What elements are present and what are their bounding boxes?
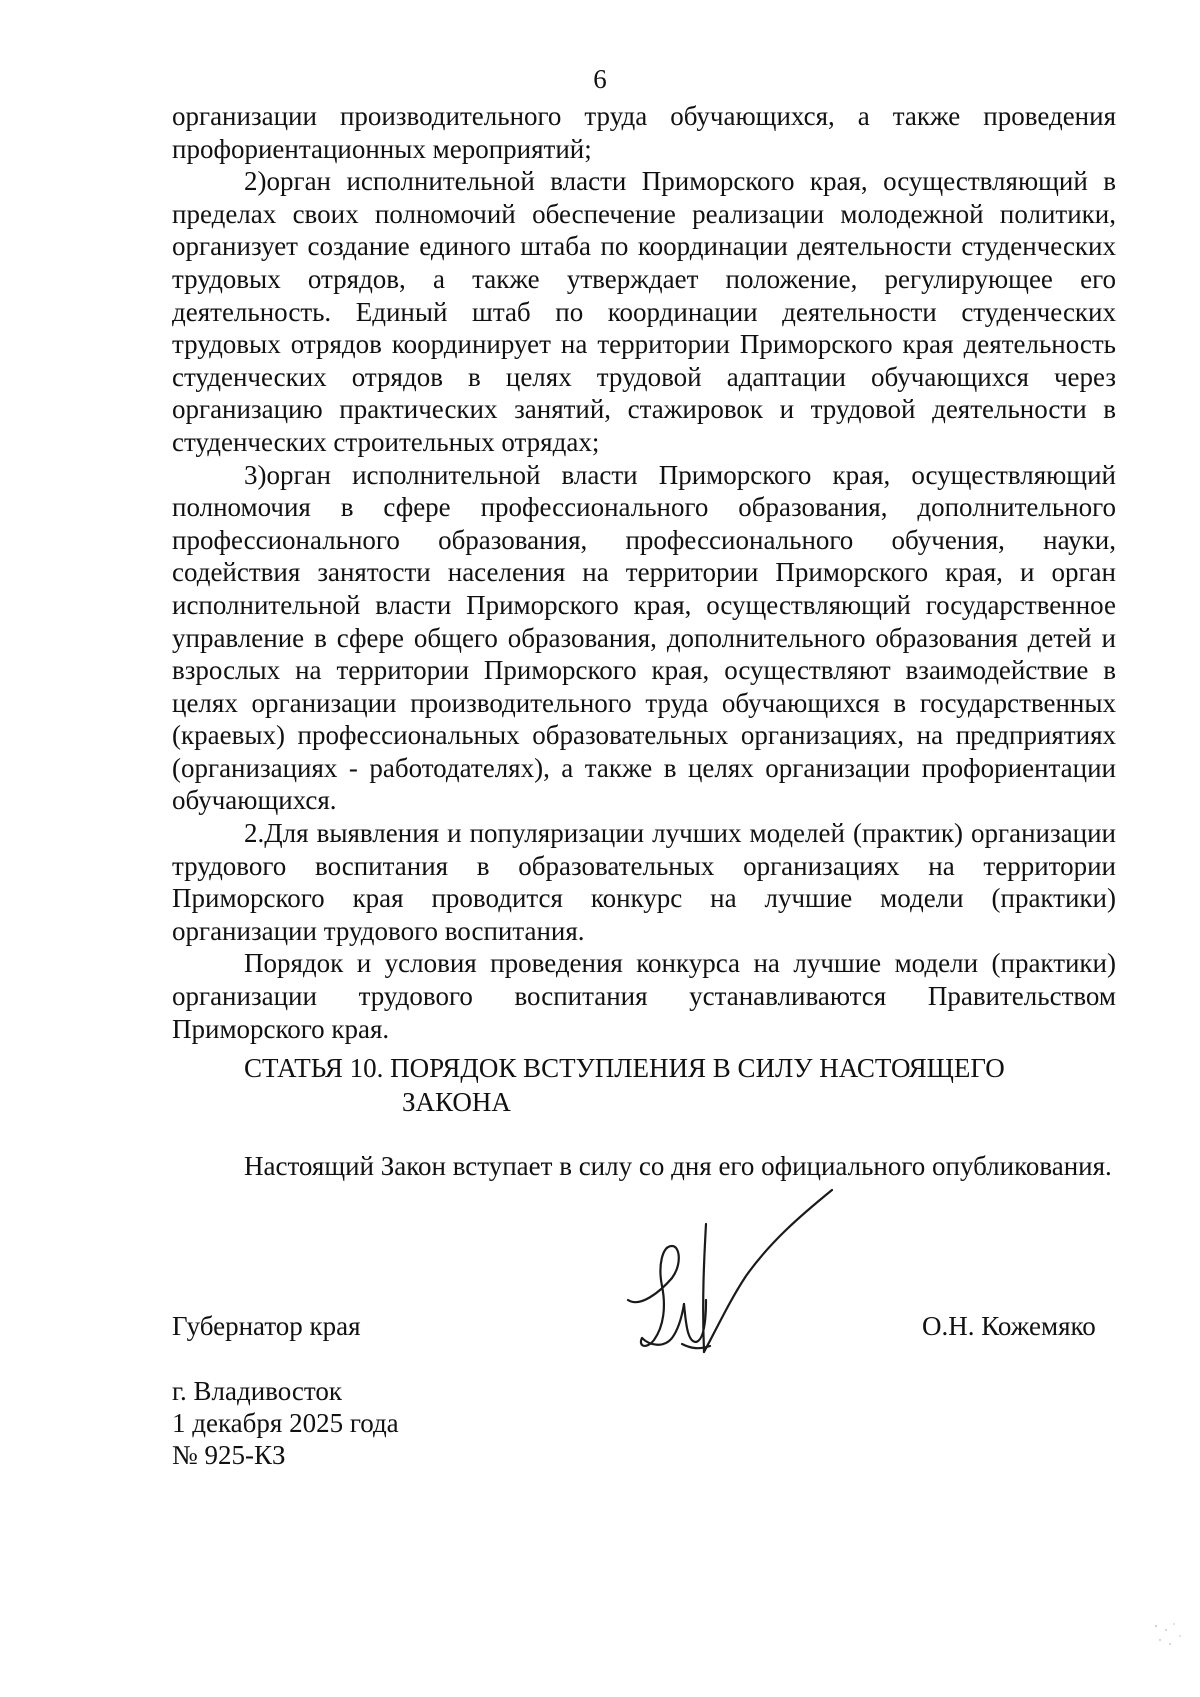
body-text — [172, 100, 1116, 1045]
handwritten-signature — [620, 1180, 920, 1410]
place-date-block — [172, 1375, 399, 1471]
article-heading-line1: СТАТЬЯ 10. ПОРЯДОК ВСТУПЛЕНИЯ В СИЛУ НАСТОЯЩЕГО — [244, 1053, 1005, 1083]
article-text — [172, 1150, 1116, 1183]
article-heading-line2: ЗАКОНА — [402, 1087, 511, 1117]
law-number: № 925-КЗ — [172, 1440, 286, 1470]
article-heading — [244, 1051, 1084, 1119]
city: г. Владивосток — [172, 1376, 342, 1406]
paragraph-section-2: 2.Для выявления и популяризации лучших моделей (практик) организации трудового воспитания в образовательных организациях на территории Приморского края проводится конкурс на лучшие модели (практики) организации трудового воспитания. — [172, 818, 1116, 946]
page-number: 6 — [593, 64, 607, 94]
paragraph-continuation: организации производительного труда обучающихся, а также проведения профориентационных мероприятий; — [172, 101, 1116, 164]
scan-specks — [1150, 1620, 1190, 1650]
paragraph-contest-procedure: Порядок и условия проведения конкурса на лучшие модели (практики) организации трудового воспитания устанавливаются Правительством Приморского края. — [172, 948, 1116, 1044]
paragraph-item-2: 2)орган исполнительной власти Приморского края, осуществляющий в пределах своих полномочий обеспечение реализации молодежной политики, организует создание единого штаба по координации деятельности студенческих трудовых отрядов, а также утверждает положение, регулирующее его деятельность. Единый штаб по координации деятельности студенческих трудовых отрядов координирует на территории Приморского края деятельность студенческих отрядов в целях трудовой адаптации обучающихся через организацию практических занятий, стажировок и трудовой деятельности в студенческих строительных отрядах; — [172, 166, 1116, 457]
signatory-name: О.Н. Кожемяко — [922, 1311, 1096, 1341]
signatory-position: Губернатор края — [172, 1311, 361, 1341]
article-paragraph: Настоящий Закон вступает в силу со дня его официального опубликования. — [244, 1151, 1112, 1181]
date: 1 декабря 2025 года — [172, 1408, 399, 1438]
paragraph-item-3: 3)орган исполнительной власти Приморского края, осуществляющий полномочия в сфере профессионального образования, дополнительного профессионального образования, профессионального обучения, науки, содействия занятости населения на территории Приморского края, и орган исполнительной власти Приморского края, осуществляющий государственное управление в сфере общего образования, дополнительного образования детей и взрослых на территории Приморского края, осуществляют взаимодействие в целях организации производительного труда обучающихся в государственных (краевых) профессиональных образовательных организациях, на предприятиях (организациях - работодателях), а также в целях организации профориентации обучающихся. — [172, 459, 1116, 816]
